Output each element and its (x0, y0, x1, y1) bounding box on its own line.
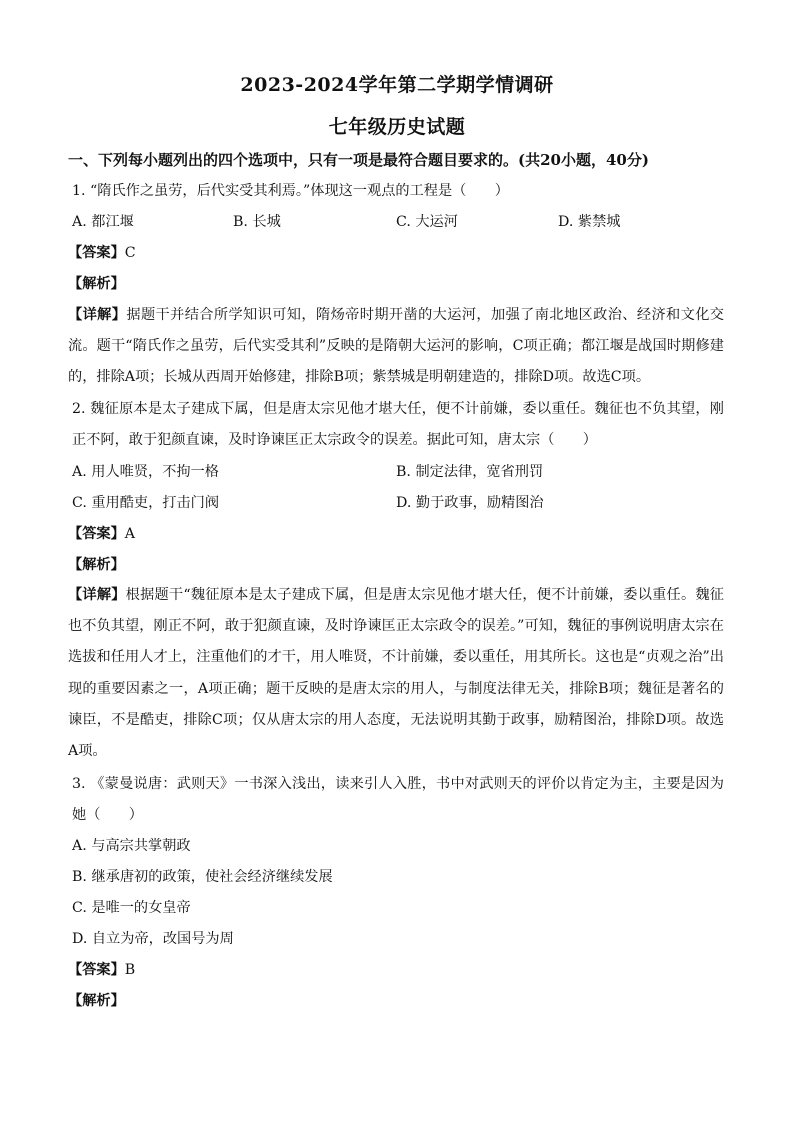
question-2-option-d: D. 勤于政事，励精图治 (396, 495, 544, 511)
detail-text: 据题干并结合所学知识可知，隋炀帝时期开凿的大运河，加强了南北地区政治、经济和文化交流。题干“隋氏作之虽劳，后代实受其利”反映的是隋朝大运河的影响，C项正确；都江堰是战国时期修建的，排除A项；长城从西周开始修建，排除B项；紫禁城是明朝建造的，排除D项。故选C项。 (68, 307, 724, 386)
detail-text: 根据题干“魏征原本是太子建成下属，但是唐太宗见他才堪大任，便不计前嫌，委以重任。魏征也不负其望，刚正不阿，敢于犯颜直谏，及时诤谏匡正太宗政令的误差。”可知，魏征的事例说明唐太宗在选拔和任用人才上，注重他们的才干，用人唯贤，不计前嫌，委以重任，用其所长。这也是“贞观之治”出现的重要因素之一，A项正确；题干反映的是唐太宗的用人，与制度法律无关，排除B项；魏征是著名的谏臣，不是酷吏，排除C项；仅从唐太宗的用人态度，无法说明其勤于政事，励精图治，排除D项。故选A项。 (68, 587, 724, 760)
question-3-answer (68, 960, 135, 980)
detail-tag: 【详解】 (68, 587, 126, 603)
section-heading: 一、下列每小题列出的四个选项中，只有一项是最符合题目要求的。(共20小题，40分) (68, 151, 649, 169)
answer-value: B (124, 962, 136, 978)
answer-tag: 【答案】 (68, 245, 125, 261)
answer-tag: 【答案】 (68, 526, 125, 542)
question-2-answer (68, 524, 135, 544)
question-2-detail (68, 580, 724, 767)
answer-tag: 【答案】 (68, 962, 125, 978)
question-2-analysis-tag: 【解析】 (68, 557, 125, 573)
detail-tag: 【详解】 (68, 307, 127, 323)
question-1-answer (68, 243, 136, 263)
answer-value: C (124, 245, 136, 261)
question-1-analysis-tag: 【解析】 (68, 276, 125, 292)
question-2-option-b: B. 制定法律，宽省刑罚 (396, 464, 544, 480)
question-1-option-a: A. 都江堰 (72, 214, 134, 230)
question-1-detail (68, 300, 724, 394)
question-2-option-c: C. 重用酷吏，打击门阀 (72, 495, 220, 511)
question-1-option-c: C. 大运河 (396, 214, 458, 230)
question-1-option-b: B. 长城 (233, 214, 281, 230)
exam-title: 2023-2024学年第二学期学情调研 (240, 74, 554, 96)
question-3-option-c: C. 是唯一的女皇帝 (72, 900, 191, 916)
question-3-option-b: B. 继承唐初的政策，使社会经济继续发展 (72, 869, 333, 885)
question-1-option-d: D. 紫禁城 (558, 214, 621, 230)
question-3-option-d: D. 自立为帝，改国号为周 (72, 931, 234, 947)
question-3-stem: 3. 《蒙曼说唐：武则天》一书深入浅出，读来引人入胜，书中对武则天的评价以肯定为主，主要是因为她（ ） (72, 776, 724, 824)
question-3-option-a: A. 与高宗共掌朝政 (72, 838, 191, 854)
question-2-stem: 2. 魏征原本是太子建成下属，但是唐太宗见他才堪大任，便不计前嫌，委以重任。魏征也不负其望，刚正不阿，敢于犯颜直谏，及时诤谏匡正太宗政令的误差。据此可知，唐太宗（ ） (72, 401, 724, 449)
answer-value: A (124, 526, 136, 542)
question-3-analysis-tag: 【解析】 (68, 993, 125, 1009)
question-2-option-a: A. 用人唯贤，不拘一格 (72, 464, 219, 480)
exam-subtitle: 七年级历史试题 (328, 116, 466, 138)
question-1-stem: 1. “隋氏作之虽劳，后代实受其利焉。”体现这一观点的工程是（ ） (72, 183, 509, 199)
